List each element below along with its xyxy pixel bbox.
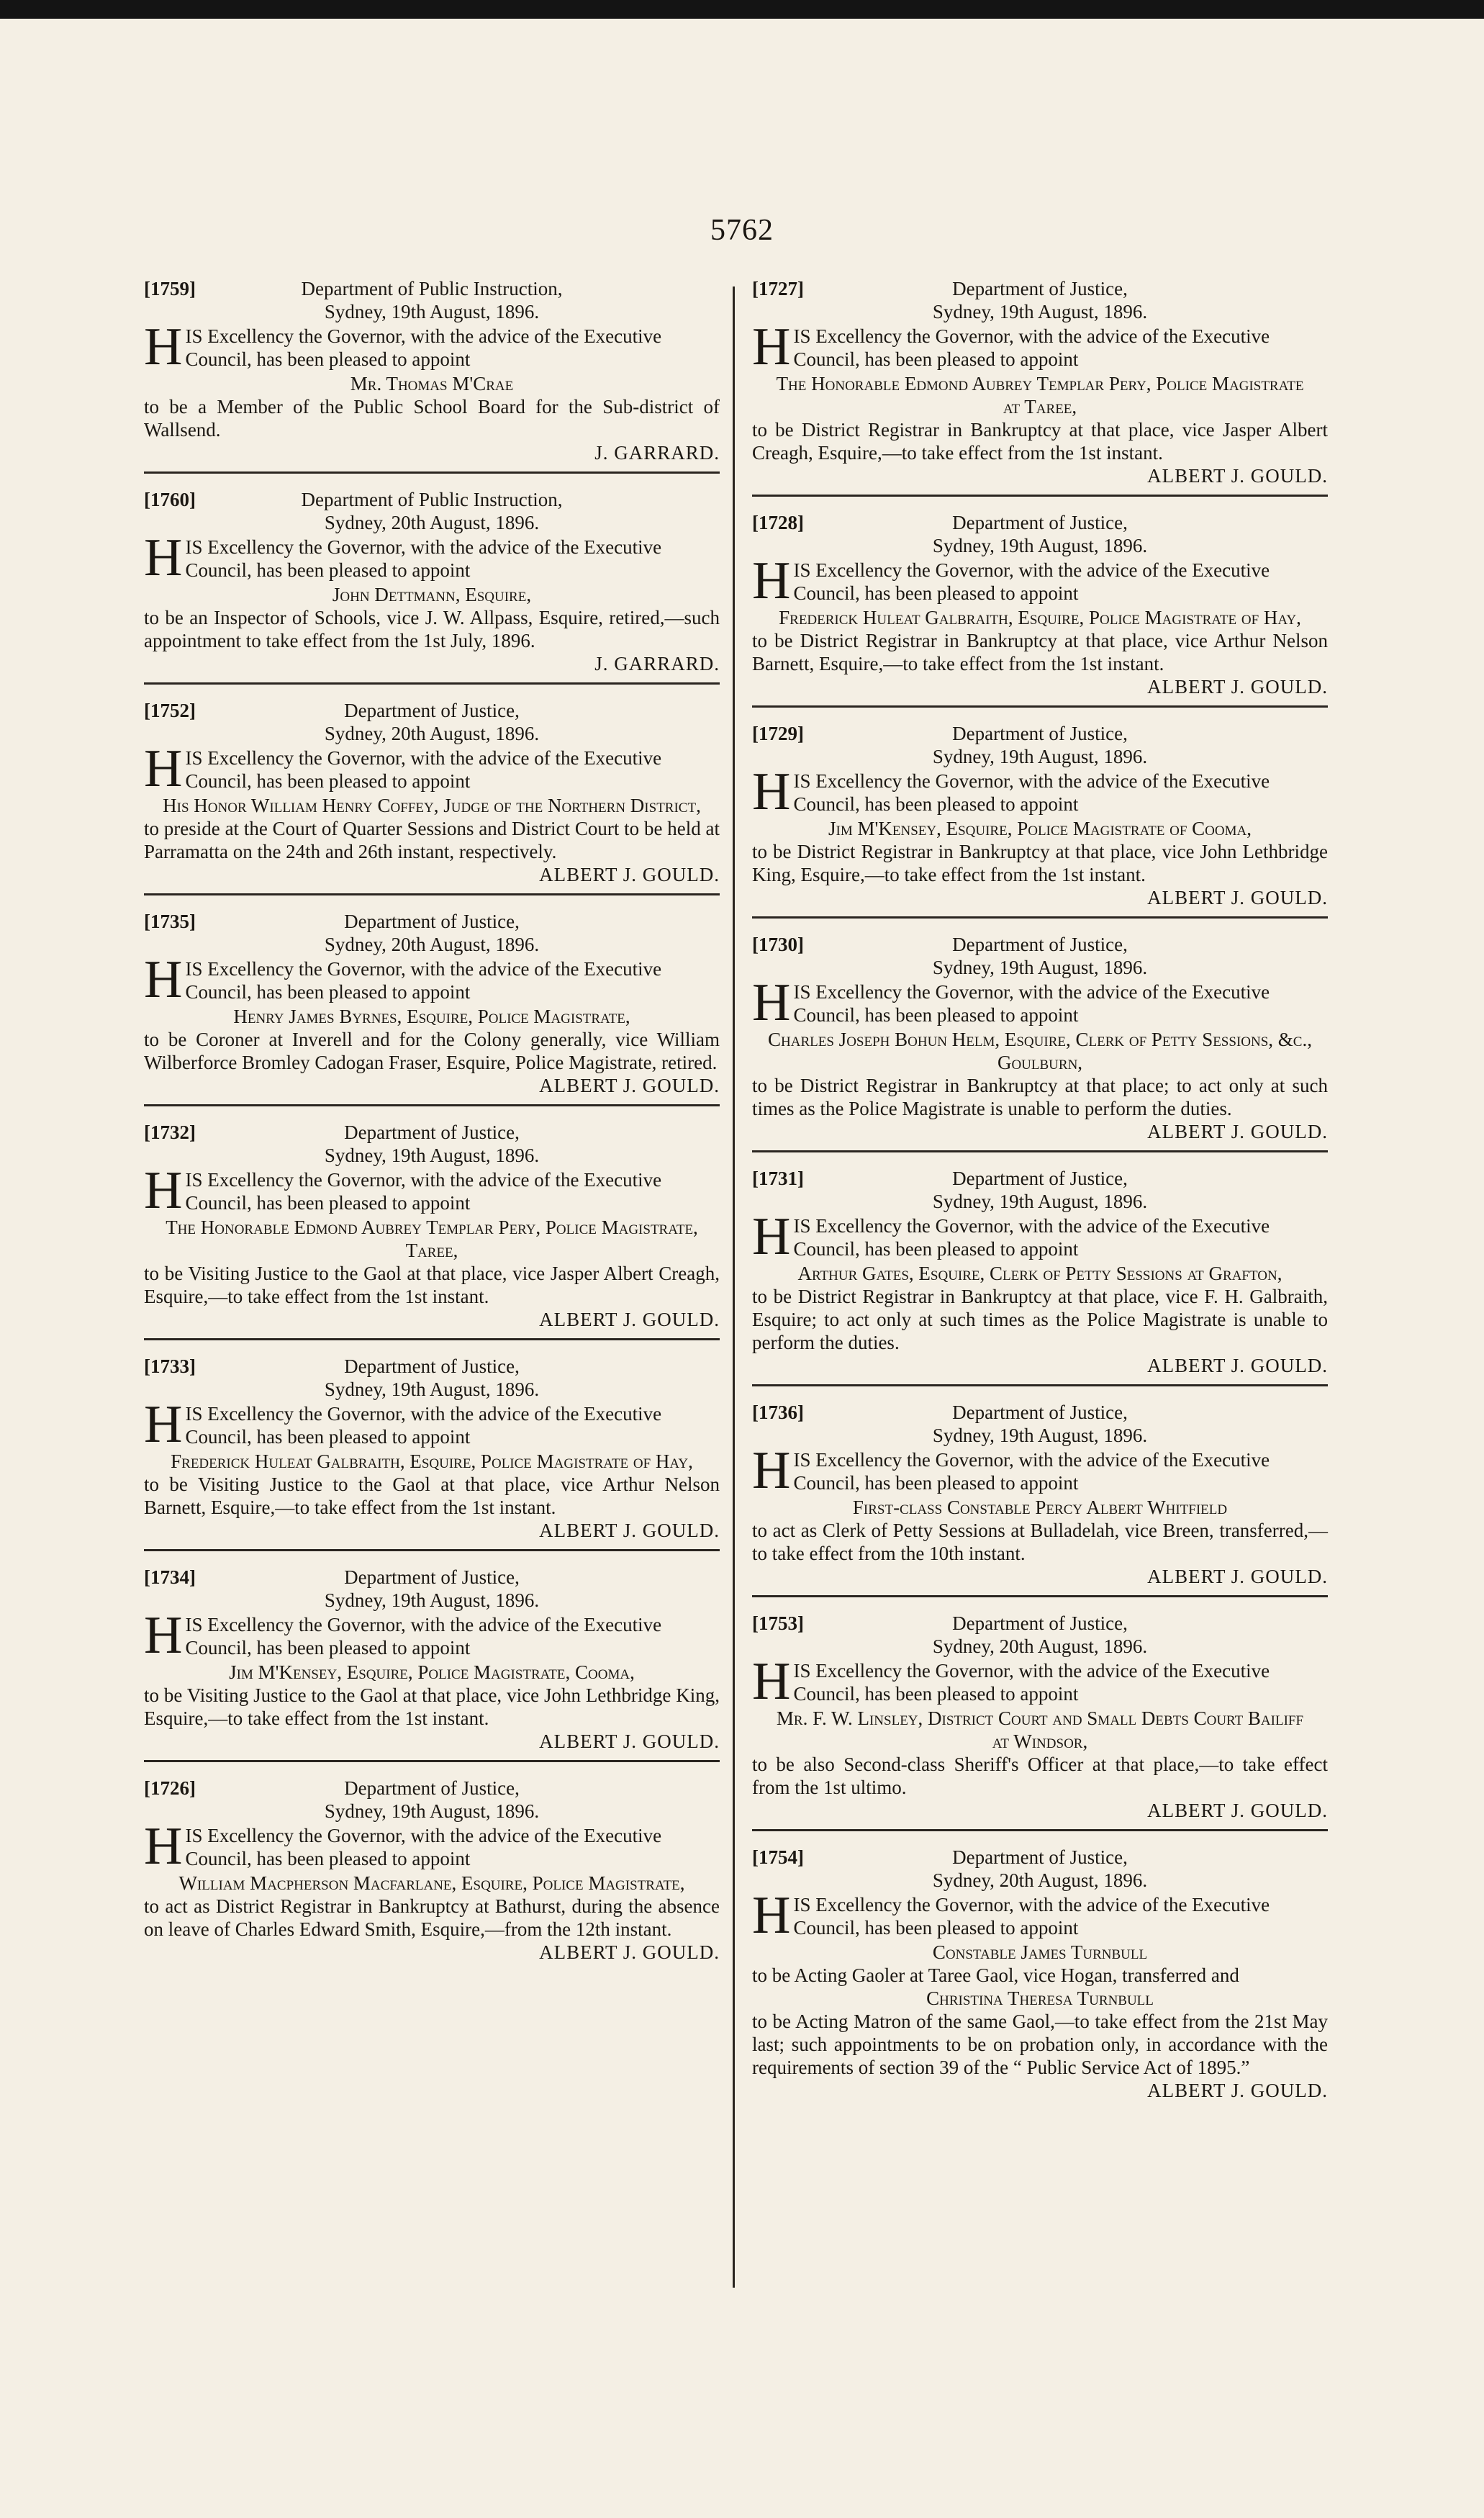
notice-date: Sydney, 19th August, 1896. <box>932 1191 1148 1212</box>
notice-header <box>752 1846 1328 1893</box>
notice-date: Sydney, 19th August, 1896. <box>932 1425 1148 1446</box>
notice-number: [1729] <box>752 723 804 744</box>
drop-cap: H <box>144 1817 183 1876</box>
separator-rule <box>144 1338 720 1340</box>
notice-entry <box>144 1121 720 1331</box>
notice-entry <box>752 1846 1328 2102</box>
separator-rule <box>144 1104 720 1106</box>
intro-text: IS Excellency the Governor, with the advice of the Executive Council, has been pleased to appoint <box>185 536 662 581</box>
appointee-name: Henry James Byrnes, Esquire, Police Magistrate, <box>233 1006 630 1027</box>
appointee-name: Mr. Thomas M'Crae <box>350 373 514 394</box>
notice-entry <box>144 910 720 1097</box>
separator-rule <box>752 1829 1328 1831</box>
notice-date: Sydney, 20th August, 1896. <box>324 934 540 955</box>
intro-text: IS Excellency the Governor, with the advice of the Executive Council, has been pleased to appoint <box>185 1614 662 1659</box>
department-name: Department of Justice, <box>344 1566 520 1588</box>
notice-date: Sydney, 19th August, 1896. <box>932 301 1148 322</box>
notice-date: Sydney, 20th August, 1896. <box>932 1869 1148 1891</box>
department-name: Department of Justice, <box>952 1168 1128 1189</box>
notice-number: [1726] <box>144 1777 196 1799</box>
signatory: ALBERT J. GOULD. <box>539 1730 720 1752</box>
notice-number: [1727] <box>752 278 804 299</box>
drop-cap: H <box>752 973 791 1032</box>
notice-intro <box>752 1886 1328 1945</box>
notice-intro <box>144 1606 720 1665</box>
notice-date: Sydney, 19th August, 1896. <box>324 1589 540 1611</box>
signatory: J. GARRARD. <box>594 442 720 464</box>
notice-entry <box>144 277 720 464</box>
notice-number: [1760] <box>144 489 196 510</box>
drop-cap: H <box>752 551 791 610</box>
intro-text: IS Excellency the Governor, with the advice of the Executive Council, has been pleased to appoint <box>793 325 1270 370</box>
appointee-name: Jim M'Kensey, Esquire, Police Magistrate of Cooma, <box>828 818 1252 839</box>
notice-header <box>144 1566 720 1613</box>
appointee-name: The Honorable Edmond Aubrey Templar Pery, Police Magistrate at Taree, <box>776 373 1304 418</box>
notice-date: Sydney, 19th August, 1896. <box>324 1800 540 1822</box>
appointment-text: to be Acting Gaoler at Taree Gaol, vice Hogan, transferred and <box>752 1964 1239 1986</box>
intro-text: IS Excellency the Governor, with the advice of the Executive Council, has been pleased to appoint <box>185 1825 662 1869</box>
appointment-text: to be District Registrar in Bankruptcy at that place, vice Jasper Albert Creagh, Esquire,—to take effect from the 1st instant. <box>752 419 1328 464</box>
notice-date: Sydney, 19th August, 1896. <box>932 746 1148 767</box>
signatory: ALBERT J. GOULD. <box>539 1309 720 1330</box>
drop-cap: H <box>144 1161 183 1220</box>
drop-cap: H <box>144 739 183 798</box>
department-name: Department of Justice, <box>952 1612 1128 1634</box>
notice-header <box>144 699 720 746</box>
right-column <box>752 277 1328 2102</box>
notice-header <box>144 1355 720 1402</box>
appointment-text: to be District Registrar in Bankruptcy at that place, vice John Lethbridge King, Esquire,—to take effect from the 1st instant. <box>752 841 1328 885</box>
appointment-text: to be Visiting Justice to the Gaol at that place, vice Arthur Nelson Barnett, Esquire,—to take effect from the 1st instant. <box>144 1474 720 1518</box>
intro-text: IS Excellency the Governor, with the advice of the Executive Council, has been pleased to appoint <box>793 981 1270 1026</box>
department-name: Department of Justice, <box>344 700 520 721</box>
notice-entry <box>144 488 720 675</box>
drop-cap: H <box>144 1395 183 1454</box>
separator-rule <box>752 1150 1328 1152</box>
drop-cap: H <box>144 528 183 587</box>
notice-number: [1732] <box>144 1122 196 1143</box>
intro-text: IS Excellency the Governor, with the advice of the Executive Council, has been pleased to appoint <box>793 1215 1270 1260</box>
drop-cap: H <box>752 317 791 376</box>
notice-number: [1753] <box>752 1612 804 1634</box>
notice-intro <box>752 551 1328 610</box>
notice-header <box>144 1121 720 1168</box>
department-name: Department of Public Instruction, <box>301 489 563 510</box>
separator-rule <box>752 1384 1328 1386</box>
department-name: Department of Justice, <box>952 934 1128 955</box>
notice-date: Sydney, 20th August, 1896. <box>932 1635 1148 1657</box>
notice-entry <box>144 699 720 886</box>
signatory: J. GARRARD. <box>594 653 720 674</box>
signatory: ALBERT J. GOULD. <box>1147 2080 1328 2101</box>
notice-entry <box>752 722 1328 909</box>
notice-intro <box>144 950 720 1009</box>
appointment-text: to be District Registrar in Bankruptcy at that place, vice F. H. Galbraith, Esquire; to act only at such times as the Police Magistrate is unable to perform the duties. <box>752 1286 1328 1353</box>
notice-date: Sydney, 19th August, 1896. <box>932 957 1148 978</box>
appointment-text: to be also Second-class Sheriff's Officer at that place,—to take effect from the 1st ultimo. <box>752 1754 1328 1798</box>
notice-entry <box>144 1777 720 1964</box>
notice-date: Sydney, 19th August, 1896. <box>324 1378 540 1400</box>
notice-number: [1759] <box>144 278 196 299</box>
appointee-name: Jim M'Kensey, Esquire, Police Magistrate, Cooma, <box>229 1661 635 1683</box>
signatory: ALBERT J. GOULD. <box>1147 676 1328 698</box>
signatory: ALBERT J. GOULD. <box>1147 887 1328 908</box>
separator-rule <box>752 916 1328 919</box>
notice-intro <box>144 317 720 376</box>
intro-text: IS Excellency the Governor, with the advice of the Executive Council, has been pleased to appoint <box>793 1660 1270 1705</box>
notice-number: [1735] <box>144 911 196 932</box>
notice-header <box>144 488 720 536</box>
signatory: ALBERT J. GOULD. <box>1147 1121 1328 1142</box>
notice-intro <box>752 762 1328 821</box>
notice-header <box>752 722 1328 770</box>
notice-date: Sydney, 19th August, 1896. <box>324 1145 540 1166</box>
separator-rule <box>752 495 1328 497</box>
notice-intro <box>752 1207 1328 1266</box>
separator-rule <box>752 1595 1328 1597</box>
intro-text: IS Excellency the Governor, with the advice of the Executive Council, has been pleased to appoint <box>793 770 1270 815</box>
notice-date: Sydney, 20th August, 1896. <box>324 512 540 533</box>
department-name: Department of Justice, <box>952 723 1128 744</box>
notice-header <box>144 1777 720 1824</box>
drop-cap: H <box>752 1886 791 1945</box>
notice-number: [1733] <box>144 1355 196 1377</box>
notice-header <box>752 277 1328 325</box>
notice-number: [1728] <box>752 512 804 533</box>
department-name: Department of Justice, <box>344 1355 520 1377</box>
notice-date: Sydney, 19th August, 1896. <box>932 535 1148 556</box>
appointee-name: John Dettmann, Esquire, <box>332 584 532 605</box>
signatory: ALBERT J. GOULD. <box>539 864 720 885</box>
notice-number: [1754] <box>752 1846 804 1868</box>
intro-text: IS Excellency the Governor, with the advice of the Executive Council, has been pleased to appoint <box>185 1169 662 1214</box>
notice-intro <box>144 1817 720 1876</box>
intro-text: IS Excellency the Governor, with the advice of the Executive Council, has been pleased to appoint <box>793 559 1270 604</box>
drop-cap: H <box>752 1207 791 1266</box>
signatory: ALBERT J. GOULD. <box>1147 1355 1328 1376</box>
notice-intro <box>752 973 1328 1032</box>
top-edge-band <box>0 0 1484 19</box>
intro-text: IS Excellency the Governor, with the advice of the Executive Council, has been pleased to appoint <box>185 1403 662 1448</box>
second-appointee-name: Christina Theresa Turnbull <box>926 1987 1154 2009</box>
notice-number: [1731] <box>752 1168 804 1189</box>
drop-cap: H <box>144 317 183 376</box>
drop-cap: H <box>752 1441 791 1500</box>
department-name: Department of Justice, <box>344 911 520 932</box>
notice-header <box>752 1401 1328 1448</box>
appointment-text: to be Coroner at Inverell and for the Colony generally, vice William Wilberforce Bromley Cadogan Fraser, Esquire, Police Magistrate, retired. <box>144 1029 720 1073</box>
left-column <box>144 277 720 1964</box>
notice-header <box>752 511 1328 559</box>
appointment-text: to be a Member of the Public School Board for the Sub-district of Wallsend. <box>144 396 720 441</box>
appointee-name: His Honor William Henry Coffey, Judge of the Northern District, <box>163 795 701 816</box>
separator-rule <box>144 682 720 685</box>
appointee-name: Mr. F. W. Linsley, District Court and Small Debts Court Bailiff at Windsor, <box>776 1707 1304 1752</box>
notice-intro <box>144 528 720 587</box>
appointment-text: to be District Registrar in Bankruptcy at that place, vice Arthur Nelson Barnett, Esquire,—to take effect from the 1st instant. <box>752 630 1328 674</box>
appointee-name: Arthur Gates, Esquire, Clerk of Petty Sessions at Grafton, <box>797 1263 1282 1284</box>
appointment-text: to be Visiting Justice to the Gaol at that place, vice Jasper Albert Creagh, Esquire,—to take effect from the 1st instant. <box>144 1263 720 1307</box>
notice-entry <box>752 1401 1328 1588</box>
drop-cap: H <box>144 1606 183 1665</box>
second-appointment-text: to be Acting Matron of the same Gaol,—to take effect from the 21st May last; such appointments to be on probation only, in accordance with the requirements of section 39 of the “ Public Service Act of 1895.” <box>752 2011 1328 2078</box>
notice-header <box>752 1612 1328 1659</box>
intro-text: IS Excellency the Governor, with the advice of the Executive Council, has been pleased to appoint <box>793 1894 1270 1939</box>
signatory: ALBERT J. GOULD. <box>539 1941 720 1963</box>
department-name: Department of Justice, <box>344 1777 520 1799</box>
notice-header <box>144 277 720 325</box>
notice-entry <box>752 277 1328 487</box>
notice-number: [1734] <box>144 1566 196 1588</box>
notice-number: [1752] <box>144 700 196 721</box>
appointee-name: Frederick Huleat Galbraith, Esquire, Police Magistrate of Hay, <box>779 607 1301 628</box>
signatory: ALBERT J. GOULD. <box>539 1520 720 1541</box>
separator-rule <box>144 471 720 474</box>
appointment-text: to be Visiting Justice to the Gaol at that place, vice John Lethbridge King, Esquire,—to take effect from the 1st instant. <box>144 1684 720 1729</box>
appointment-text: to be District Registrar in Bankruptcy at that place; to act only at such times as the Police Magistrate is unable to perform the duties. <box>752 1075 1328 1119</box>
notice-intro <box>752 1652 1328 1711</box>
notice-intro <box>752 1441 1328 1500</box>
department-name: Department of Justice, <box>952 1846 1128 1868</box>
department-name: Department of Public Instruction, <box>301 278 563 299</box>
notice-intro <box>144 1161 720 1220</box>
separator-rule <box>144 1760 720 1762</box>
appointment-text: to act as District Registrar in Bankruptcy at Bathurst, during the absence on leave of Charles Edward Smith, Esquire,—from the 12th instant. <box>144 1895 720 1940</box>
department-name: Department of Justice, <box>952 278 1128 299</box>
intro-text: IS Excellency the Governor, with the advice of the Executive Council, has been pleased to appoint <box>185 325 662 370</box>
intro-text: IS Excellency the Governor, with the advice of the Executive Council, has been pleased to appoint <box>793 1449 1270 1494</box>
notice-entry <box>752 511 1328 698</box>
notice-header <box>752 1167 1328 1214</box>
appointment-text: to be an Inspector of Schools, vice J. W. Allpass, Esquire, retired,—such appointment to take effect from the 1st July, 1896. <box>144 607 720 651</box>
appointment-text: to act as Clerk of Petty Sessions at Bulladelah, vice Breen, transferred,—to take effect from the 10th instant. <box>752 1520 1328 1564</box>
separator-rule <box>752 705 1328 708</box>
signatory: ALBERT J. GOULD. <box>1147 1800 1328 1821</box>
signatory: ALBERT J. GOULD. <box>1147 465 1328 487</box>
notice-date: Sydney, 20th August, 1896. <box>324 723 540 744</box>
intro-text: IS Excellency the Governor, with the advice of the Executive Council, has been pleased to appoint <box>185 747 662 792</box>
signatory: ALBERT J. GOULD. <box>539 1075 720 1096</box>
appointee-name: Charles Joseph Bohun Helm, Esquire, Clerk of Petty Sessions, &c., Goulburn, <box>768 1029 1312 1073</box>
column-divider <box>733 286 735 2288</box>
signatory: ALBERT J. GOULD. <box>1147 1566 1328 1587</box>
appointee-name: The Honorable Edmond Aubrey Templar Pery, Police Magistrate, Taree, <box>166 1217 698 1261</box>
notice-intro <box>752 317 1328 376</box>
notice-entry <box>752 1167 1328 1377</box>
notice-number: [1730] <box>752 934 804 955</box>
drop-cap: H <box>752 762 791 821</box>
separator-rule <box>144 893 720 895</box>
separator-rule <box>144 1549 720 1551</box>
notice-header <box>144 910 720 957</box>
intro-text: IS Excellency the Governor, with the advice of the Executive Council, has been pleased to appoint <box>185 958 662 1003</box>
appointee-name: Frederick Huleat Galbraith, Esquire, Police Magistrate of Hay, <box>171 1450 693 1472</box>
notice-entry <box>144 1355 720 1542</box>
notice-entry <box>752 933 1328 1143</box>
drop-cap: H <box>144 950 183 1009</box>
appointment-text: to preside at the Court of Quarter Sessions and District Court to be held at Parramatta on the 24th and 26th instant, respectively. <box>144 818 720 862</box>
notice-intro <box>144 739 720 798</box>
notice-date: Sydney, 19th August, 1896. <box>324 301 540 322</box>
notice-entry <box>752 1612 1328 1822</box>
notice-header <box>752 933 1328 980</box>
department-name: Department of Justice, <box>952 512 1128 533</box>
appointee-name: First-class Constable Percy Albert Whitfield <box>852 1497 1228 1518</box>
notice-number: [1736] <box>752 1402 804 1423</box>
notice-entry <box>144 1566 720 1753</box>
notice-intro <box>144 1395 720 1454</box>
department-name: Department of Justice, <box>952 1402 1128 1423</box>
drop-cap: H <box>752 1652 791 1711</box>
appointee-name: Constable James Turnbull <box>932 1941 1148 1963</box>
department-name: Department of Justice, <box>344 1122 520 1143</box>
page-number: 5762 <box>710 214 774 247</box>
appointee-name: William Macpherson Macfarlane, Esquire, Police Magistrate, <box>178 1872 685 1894</box>
